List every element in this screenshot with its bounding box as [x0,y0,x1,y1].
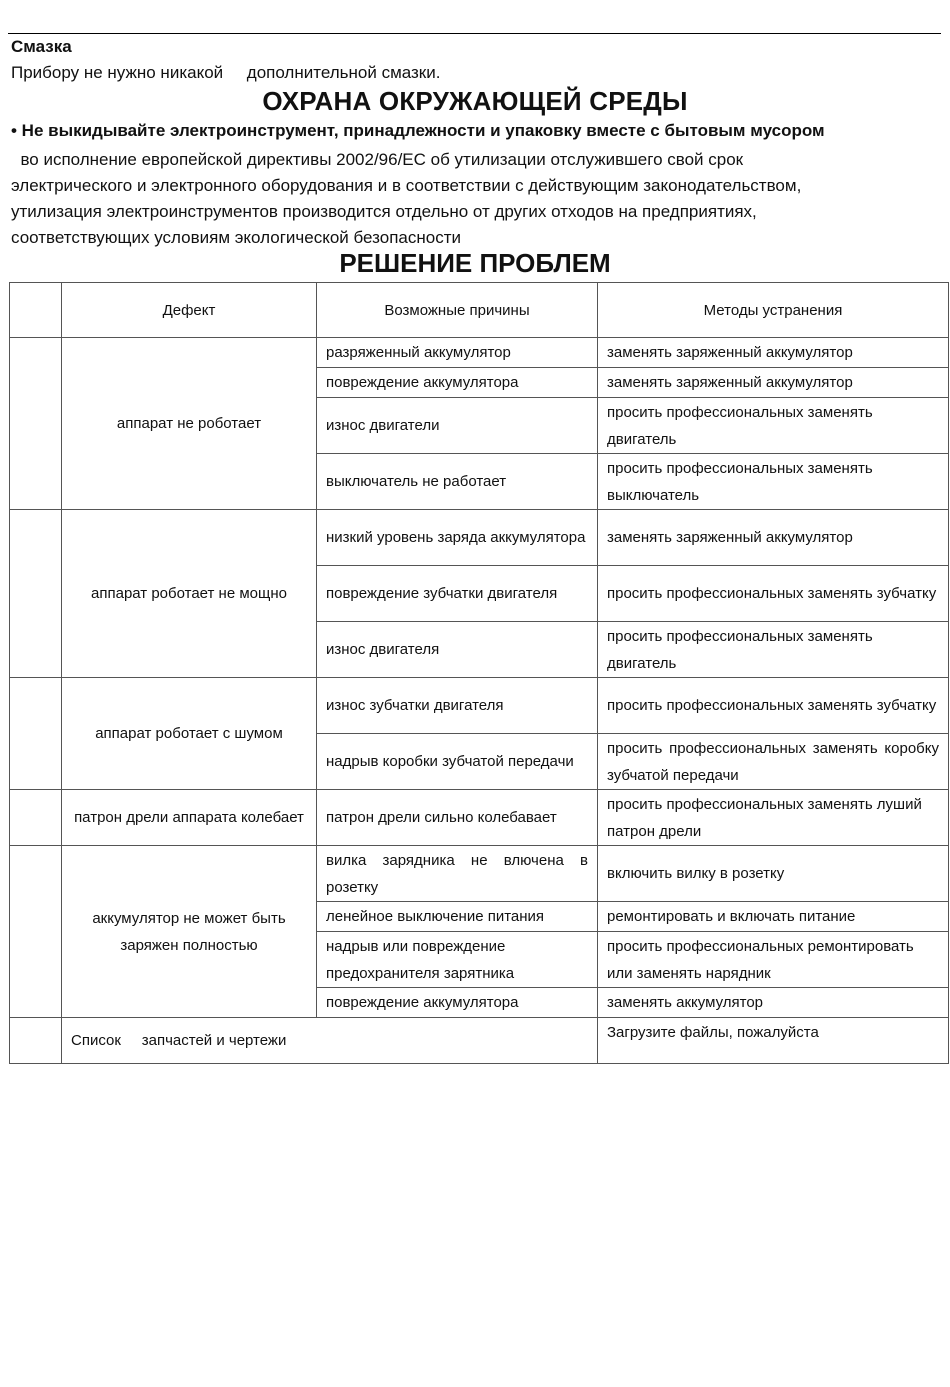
fix-cell: просить профессиональных заменять луший патрон дрели [598,790,949,846]
fix-cell: ремонтировать и включать питание [598,902,949,932]
fixes-header: Методы устранения [598,283,949,338]
troubleshooting-table [9,282,949,1064]
cause-cell: износ двигатели [317,398,598,454]
fix-cell: включить вилку в розетку [598,846,949,902]
fix-cell: просить профессиональных заменять зубчатку [598,678,949,734]
cause-cell: выключатель не работает [317,454,598,510]
troubleshooting-heading: РЕШЕНИЕ ПРОБЛЕМ [339,248,611,278]
cause-cell: надрыв коробки зубчатой передачи [317,734,598,790]
cause-cell: патрон дрели сильно колебавает [317,790,598,846]
environment-warning: • Не выкидывайте электроинструмент, принадлежности и упаковку вместе с бытовым мусором [11,121,825,140]
causes-header: Возможные причины [317,283,598,338]
environment-line: утилизация электроинструментов производится отдельно от других отходов на предприятиях, [11,202,757,221]
fix-cell: просить профессиональных заменять двигатель [598,622,949,678]
fix-cell: просить профессиональных заменять выключатель [598,454,949,510]
cause-cell: разряженный аккумулятор [317,338,598,368]
cause-cell: износ зубчатки двигателя [317,678,598,734]
cause-cell: вилка зарядника не влючена в розетку [317,846,598,902]
cause-cell: повреждение зубчатки двигателя [317,566,598,622]
fix-cell: заменять заряженный аккумулятор [598,510,949,566]
table-row [10,510,949,566]
cause-cell: надрыв или повреждение предохранителя зарятника [317,932,598,988]
index-cell [10,510,62,678]
cause-cell: повреждение аккумулятора [317,368,598,398]
index-cell [10,678,62,790]
top-rule [8,33,941,34]
parts-list-label: Список запчастей и чертежи [62,1018,598,1064]
defect-cell: патрон дрели аппарата колебает [62,790,317,846]
cause-cell: повреждение аккумулятора [317,988,598,1018]
fix-cell: заменять заряженный аккумулятор [598,338,949,368]
index-cell [10,1018,62,1064]
cause-cell: износ двигателя [317,622,598,678]
table-row [10,338,949,368]
fix-cell: заменять аккумулятор [598,988,949,1018]
table-row [10,678,949,734]
defect-cell: аппарат роботает не мощно [62,510,317,678]
index-cell [10,846,62,1018]
fix-cell: просить профессиональных заменять двигатель [598,398,949,454]
fix-cell: заменять заряженный аккумулятор [598,368,949,398]
environment-text [11,147,801,251]
index-cell [10,338,62,510]
environment-line: электрического и электронного оборудования и в соответствии с действующим законодательством, [11,176,802,195]
table-footer-row [10,1018,949,1064]
index-cell [10,790,62,846]
defect-header: Дефект [62,283,317,338]
environment-heading: ОХРАНА ОКРУЖАЮЩЕЙ СРЕДЫ [262,86,688,116]
cause-cell: ленейное выключение питания [317,902,598,932]
cause-cell: низкий уровень заряда аккумулятора [317,510,598,566]
table-row [10,790,949,846]
index-header-cell [10,283,62,338]
table-header-row [10,283,949,338]
environment-line: соответствующих условиям экологической безопасности [11,228,461,247]
table-row [10,846,949,902]
defect-cell: аппарат роботает с шумом [62,678,317,790]
environment-line: во исполнение европейской директивы 2002/96/ЕС об утилизации отслужившего свой срок [11,150,744,169]
lubrication-title: Смазка [11,37,72,56]
fix-cell: просить профессиональных ремонтировать или заменять нарядник [598,932,949,988]
fix-cell: просить профессиональных заменять коробку зубчатой передачи [598,734,949,790]
lubrication-text: Прибору не нужно никакой дополнительной смазки. [11,63,441,82]
defect-cell: аккумулятор не может быть заряжен полностью [62,846,317,1018]
fix-cell: просить профессиональных заменять зубчатку [598,566,949,622]
defect-cell: аппарат не роботает [62,338,317,510]
download-files-note: Загрузите файлы, пожалуйста [598,1018,949,1064]
